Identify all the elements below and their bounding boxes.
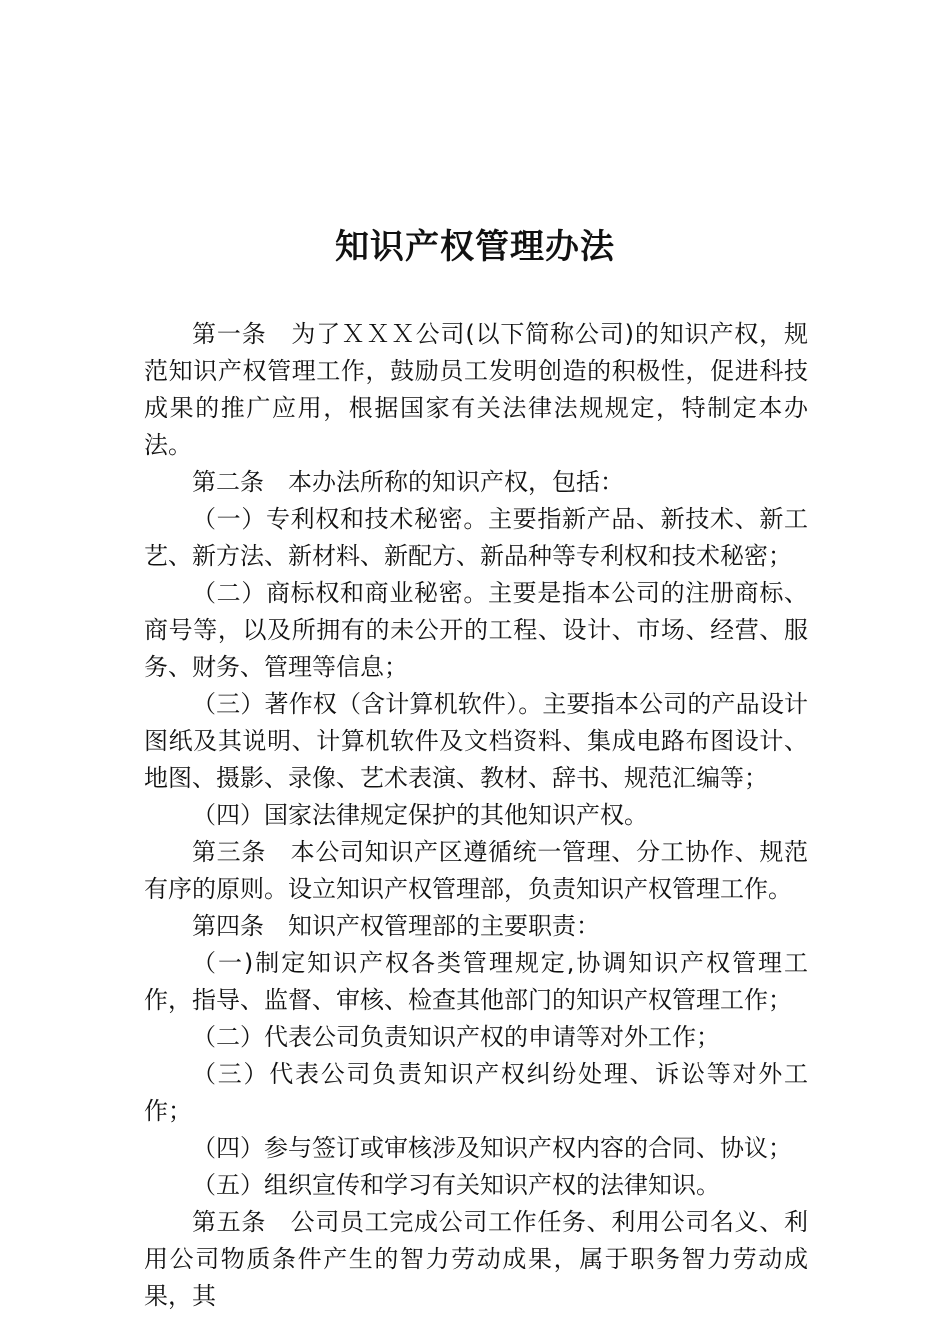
article-1-paragraph: 第一条 为了ＸＸＸ公司(以下简称公司)的知识产权，规范知识产权管理工作，鼓励员工发明创造的积极性，促进科技成果的推广应用，根据国家有关法律法规规定，特制定本办法。 [144, 320, 808, 459]
article-2-item-1: （一）专利权和技术秘密。主要指新产品、新技术、新工艺、新方法、新材料、新配方、新品种等专利权和技术秘密； [144, 505, 808, 570]
article-4-item-3: （三）代表公司负责知识产权纠纷处理、诉讼等对外工作； [144, 1060, 808, 1125]
document-title: 知识产权管理办法 [335, 227, 615, 267]
document-body [144, 316, 808, 1315]
article-2-item-3: （三）著作权（含计算机软件）。主要指本公司的产品设计图纸及其说明、计算机软件及文档资料、集成电路布图设计、地图、摄影、录像、艺术表演、教材、辞书、规范汇编等； [144, 690, 808, 792]
article-4-paragraph: 第四条 知识产权管理部的主要职责： [192, 912, 600, 940]
article-2-item-2: （二）商标权和商业秘密。主要是指本公司的注册商标、商号等，以及所拥有的未公开的工程、设计、市场、经营、服务、财务、管理等信息； [144, 579, 808, 681]
article-2-paragraph: 第二条 本办法所称的知识产权，包括： [192, 468, 624, 496]
article-4-item-1: （一)制定知识产权各类管理规定,协调知识产权管理工作，指导、监督、审核、检查其他部门的知识产权管理工作； [144, 949, 808, 1014]
article-4-item-5: （五）组织宣传和学习有关知识产权的法律知识。 [192, 1171, 720, 1199]
article-3-paragraph: 第三条 本公司知识产区遵循统一管理、分工协作、规范有序的原则。设立知识产权管理部，负责知识产权管理工作。 [144, 838, 808, 903]
article-5-paragraph: 第五条 公司员工完成公司工作任务、利用公司名义、利用公司物质条件产生的智力劳动成果，属于职务智力劳动成果，其 [144, 1208, 808, 1310]
article-2-item-4: （四）国家法律规定保护的其他知识产权。 [192, 801, 648, 829]
article-4-item-4: （四）参与签订或审核涉及知识产权内容的合同、协议； [192, 1134, 792, 1162]
article-4-item-2: （二）代表公司负责知识产权的申请等对外工作； [192, 1023, 720, 1051]
